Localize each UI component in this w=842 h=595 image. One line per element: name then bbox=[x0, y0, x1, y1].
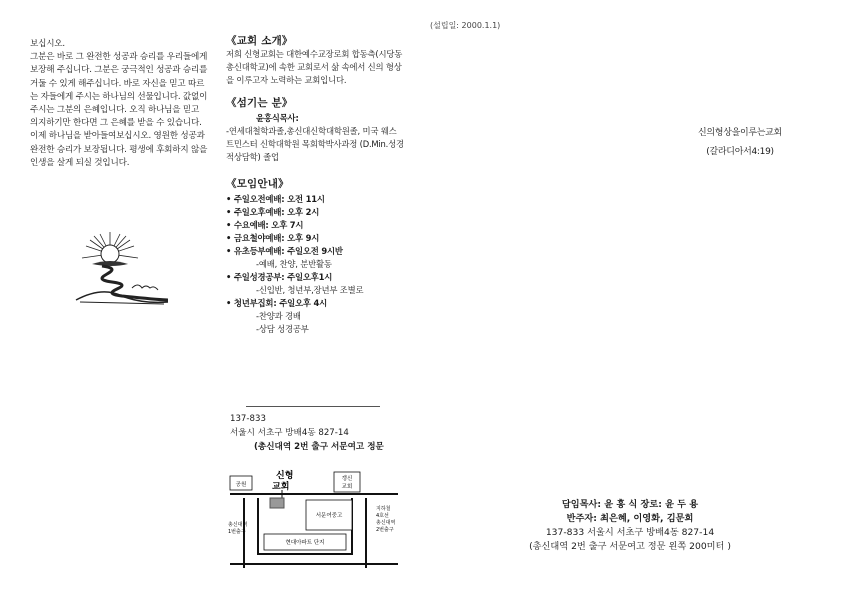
map-station-right-4: 2번출구 bbox=[376, 527, 394, 533]
slogan-reference: (갈라디아서4:19) bbox=[706, 147, 774, 157]
worship-item: • 주일오전예배: 오전 11시 bbox=[226, 193, 404, 206]
divider bbox=[246, 406, 380, 407]
worship-heading: 《모임안내》 bbox=[226, 178, 289, 190]
map-station-right-1: 지하철 bbox=[376, 506, 391, 512]
intro-body: 저희 신형교회는 대한예수교장로회 합동측(시당동 총신대학교)에 속한 교회로서 삶 속에서 신의 형상을 이루고자 노력하는 교회입니다. bbox=[226, 49, 403, 85]
worship-list bbox=[226, 193, 404, 336]
map-station-right-2: 4호선 bbox=[376, 513, 389, 519]
footer-address: 137-833 서울시 서초구 방배4동 827-14 bbox=[545, 527, 715, 538]
worship-subitem: -상담 성경공부 bbox=[256, 324, 309, 334]
map-apartments-label: 현대아파트 단지 bbox=[285, 540, 325, 546]
map-other-church-label-2: 교회 bbox=[341, 484, 353, 490]
map-school-label: 서문여중고 bbox=[315, 513, 343, 519]
church-info bbox=[226, 35, 404, 336]
gospel-paragraph: 보십시오. bbox=[30, 39, 65, 49]
location-map bbox=[226, 468, 404, 568]
footer-leaders: 담임목사: 윤 홍 식 장로: 윤 두 용 bbox=[561, 499, 699, 510]
worship-item: • 금요철야예배: 오후 9시 bbox=[226, 232, 404, 245]
address-block bbox=[230, 412, 384, 454]
map-church-label-2: 교회 bbox=[272, 482, 290, 492]
pastor-heading: 《섬기는 분》 bbox=[226, 97, 293, 109]
map-station-right-3: 총신대역 bbox=[376, 520, 396, 526]
worship-item: • 수요예배: 오후 7시 bbox=[226, 219, 404, 232]
address-zip: 137-833 bbox=[230, 414, 266, 424]
address-street: 서울시 서초구 방배4동 827-14 bbox=[230, 428, 349, 438]
gospel-text bbox=[30, 38, 208, 170]
worship-item: • 주일성경공부: 주일오후1시 bbox=[226, 271, 404, 284]
map-other-church-label-1: 갱신 bbox=[341, 476, 353, 482]
slogan-line: 신의형상을이루는교회 bbox=[698, 128, 782, 138]
map-station-left-1: 총신대역 bbox=[228, 522, 248, 528]
intro-heading: 《교회 소개》 bbox=[226, 35, 293, 47]
worship-subitem: -예배, 찬양, 분반활동 bbox=[256, 259, 332, 269]
worship-item: • 청년부집회: 주일오후 4시 bbox=[226, 297, 404, 310]
footer-directions: (총신대역 2번 출구 서문여고 정문 왼쪽 200미터 ) bbox=[529, 541, 731, 552]
worship-subitem: -신입반, 청년부,장년부 조별로 bbox=[256, 285, 364, 295]
footer-accompanists: 반주자: 최은혜, 이영화, 김문희 bbox=[566, 513, 694, 524]
pastor-name: 윤홍식목사: bbox=[256, 113, 299, 123]
gospel-paragraph: 그분은 바로 그 완전한 성공과 승리를 우리들에게 보장해 주십니다. 그분은 궁극적인 성공과 승리를 거둘 수 있게 해주십니다. 바로 자신을 믿고 따르는 자들에게 주시는 하나님의 선물입니다. 값없이 주시는 그분의 은혜입니다. 오직 하나님을 믿고 의지하기만 한다면 그 은혜를 받을 수 있습니다. 이제 하나님을 받아들여보십시오. 영원한 성공과 완전한 승리가 보장됩니다. 평생에 후회하지 않을 인생을 살게 되실 것입니다. bbox=[30, 52, 208, 168]
church-slogan bbox=[660, 124, 820, 162]
worship-item: • 주일오후예배: 오후 2시 bbox=[226, 206, 404, 219]
established-date: (설립일: 2000.1.1) bbox=[430, 21, 501, 30]
sun-over-winding-path-icon bbox=[72, 230, 172, 308]
map-church-label-1: 신형 bbox=[276, 471, 294, 481]
map-church-marker bbox=[270, 498, 284, 508]
worship-item: • 유초등부예배: 주일오전 9시반 bbox=[226, 245, 404, 258]
church-footer bbox=[480, 498, 780, 554]
worship-subitem: -찬양과 경배 bbox=[256, 311, 301, 321]
address-directions: (총신대역 2번 출구 서문여고 정문 bbox=[254, 442, 384, 452]
pastor-bio: -연세대철학과졸,총신대신학대학원졸, 미국 웨스트민스터 신학대학원 목회학박사과정 (D.Min.성경적상담학) 졸업 bbox=[226, 126, 404, 162]
map-station-left-2: 1번출구 bbox=[228, 529, 246, 535]
map-park-label: 공원 bbox=[235, 482, 247, 488]
